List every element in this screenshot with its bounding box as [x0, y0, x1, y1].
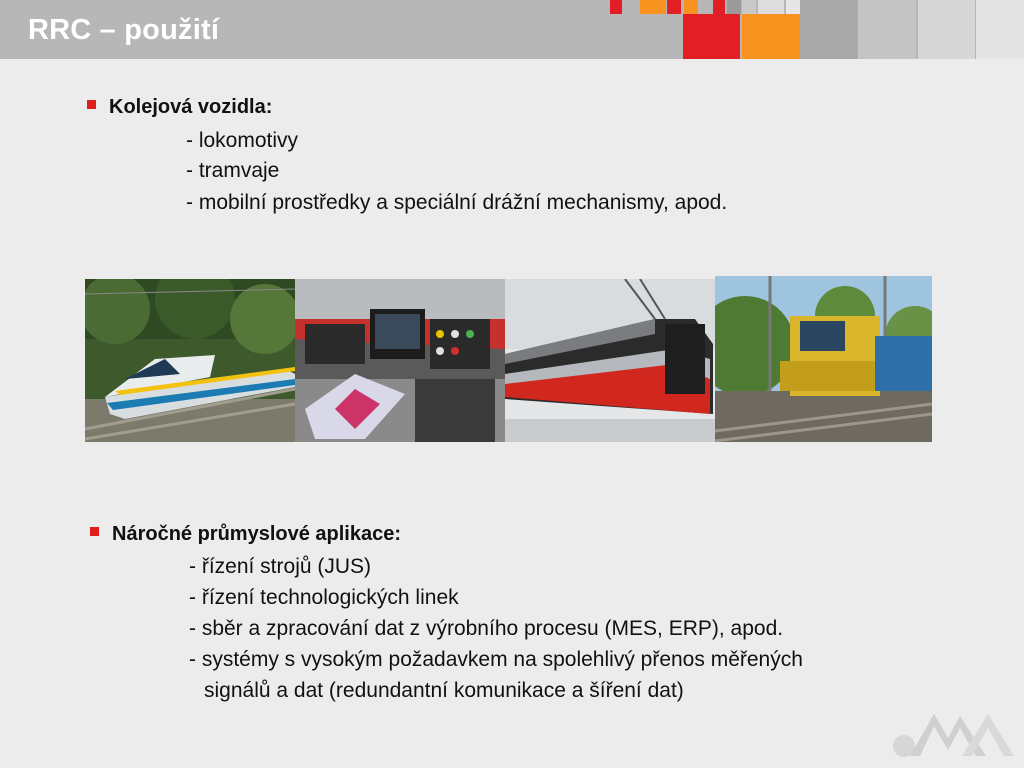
company-logo: [892, 708, 1016, 760]
cab-control-panel-photo: [295, 279, 505, 442]
list-item: - lokomotivy: [186, 129, 299, 152]
header-bar: [0, 0, 1024, 59]
list-item: - řízení strojů (JUS): [189, 555, 372, 578]
list-item: - sběr a zpracování dat z výrobního procesu (MES, ERP), apod.: [189, 617, 784, 640]
track-maintenance-vehicle-photo: [715, 276, 932, 442]
bullet-icon: [90, 527, 99, 536]
bullet-icon: [87, 100, 96, 109]
list-item: - řízení technologických linek: [189, 586, 459, 609]
section-heading: Náročné průmyslové aplikace:: [112, 523, 402, 545]
high-speed-train-photo: [85, 279, 295, 442]
slide-title: RRC – použití: [28, 14, 220, 46]
section-heading: Kolejová vozidla:: [109, 96, 273, 118]
list-item: - tramvaje: [186, 159, 280, 182]
list-item: signálů a dat (redundantní komunikace a šíření dat): [204, 679, 684, 702]
tram-photo: [505, 279, 715, 442]
list-item: - mobilní prostředky a speciální drážní mechanismy, apod.: [186, 191, 728, 214]
list-item: - systémy s vysokým požadavkem na spolehlivý přenos měřených: [189, 648, 803, 671]
